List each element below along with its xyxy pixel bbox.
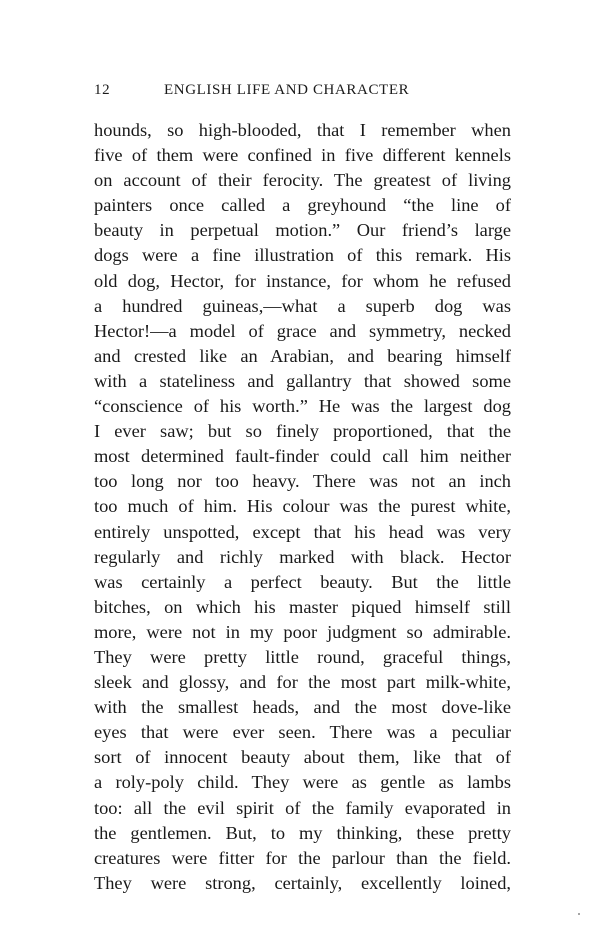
text-line: a hundred guineas,—what a superb dog was <box>94 295 511 316</box>
text-line: with a stateliness and gallantry that showed some <box>94 370 511 391</box>
running-header <box>94 82 514 106</box>
text-line: more, were not in my poor judgment so admirable. <box>94 621 511 642</box>
text-line: They were strong, certainly, excellently loined, <box>94 872 511 893</box>
paper-speck <box>578 913 580 915</box>
text-line: was certainly a perfect beauty. But the little <box>94 571 511 592</box>
text-line: eyes that were ever seen. There was a peculiar <box>94 722 511 743</box>
text-line: the gentlemen. But, to my thinking, these pretty <box>94 822 511 843</box>
body-text <box>94 118 511 896</box>
text-line: I ever saw; but so finely proportioned, that the <box>94 421 511 442</box>
text-line: old dog, Hector, for instance, for whom he refused <box>94 270 511 291</box>
running-title: ENGLISH LIFE AND CHARACTER <box>164 82 410 98</box>
text-line: most determined fault-finder could call him neither <box>94 446 511 467</box>
text-line: They were pretty little round, graceful things, <box>94 646 511 667</box>
text-line: hounds, so high-blooded, that I remember when <box>94 120 511 140</box>
text-line: regularly and richly marked with black. Hector <box>94 546 511 567</box>
text-line: beauty in perpetual motion.” Our friend’s large <box>94 220 511 241</box>
text-line: creatures were fitter for the parlour than the field. <box>94 847 511 868</box>
text-line: sort of innocent beauty about them, like that of <box>94 747 511 768</box>
text-line: sleek and glossy, and for the most part milk-white, <box>94 672 511 693</box>
text-line: “conscience of his worth.” He was the largest dog <box>94 396 511 417</box>
text-line: too long nor too heavy. There was not an inch <box>94 471 511 492</box>
text-line: with the smallest heads, and the most dove-like <box>94 697 511 718</box>
text-line: too: all the evil spirit of the family evaporated in <box>94 797 511 818</box>
text-line: painters once called a greyhound “the line of <box>94 195 511 216</box>
text-line: Hector!—a model of grace and symmetry, necked <box>94 320 511 341</box>
text-line: bitches, on which his master piqued himself still <box>94 596 511 617</box>
text-line: five of them were confined in five different kennels <box>94 145 511 166</box>
text-line: and crested like an Arabian, and bearing himself <box>94 345 511 366</box>
text-line: too much of him. His colour was the purest white, <box>94 496 511 517</box>
text-line: entirely unspotted, except that his head was very <box>94 521 511 542</box>
page-number: 12 <box>94 82 111 98</box>
text-line: a roly-poly child. They were as gentle as lambs <box>94 772 511 793</box>
text-line: dogs were a fine illustration of this remark. His <box>94 245 511 266</box>
text-line: on account of their ferocity. The greatest of living <box>94 170 511 191</box>
